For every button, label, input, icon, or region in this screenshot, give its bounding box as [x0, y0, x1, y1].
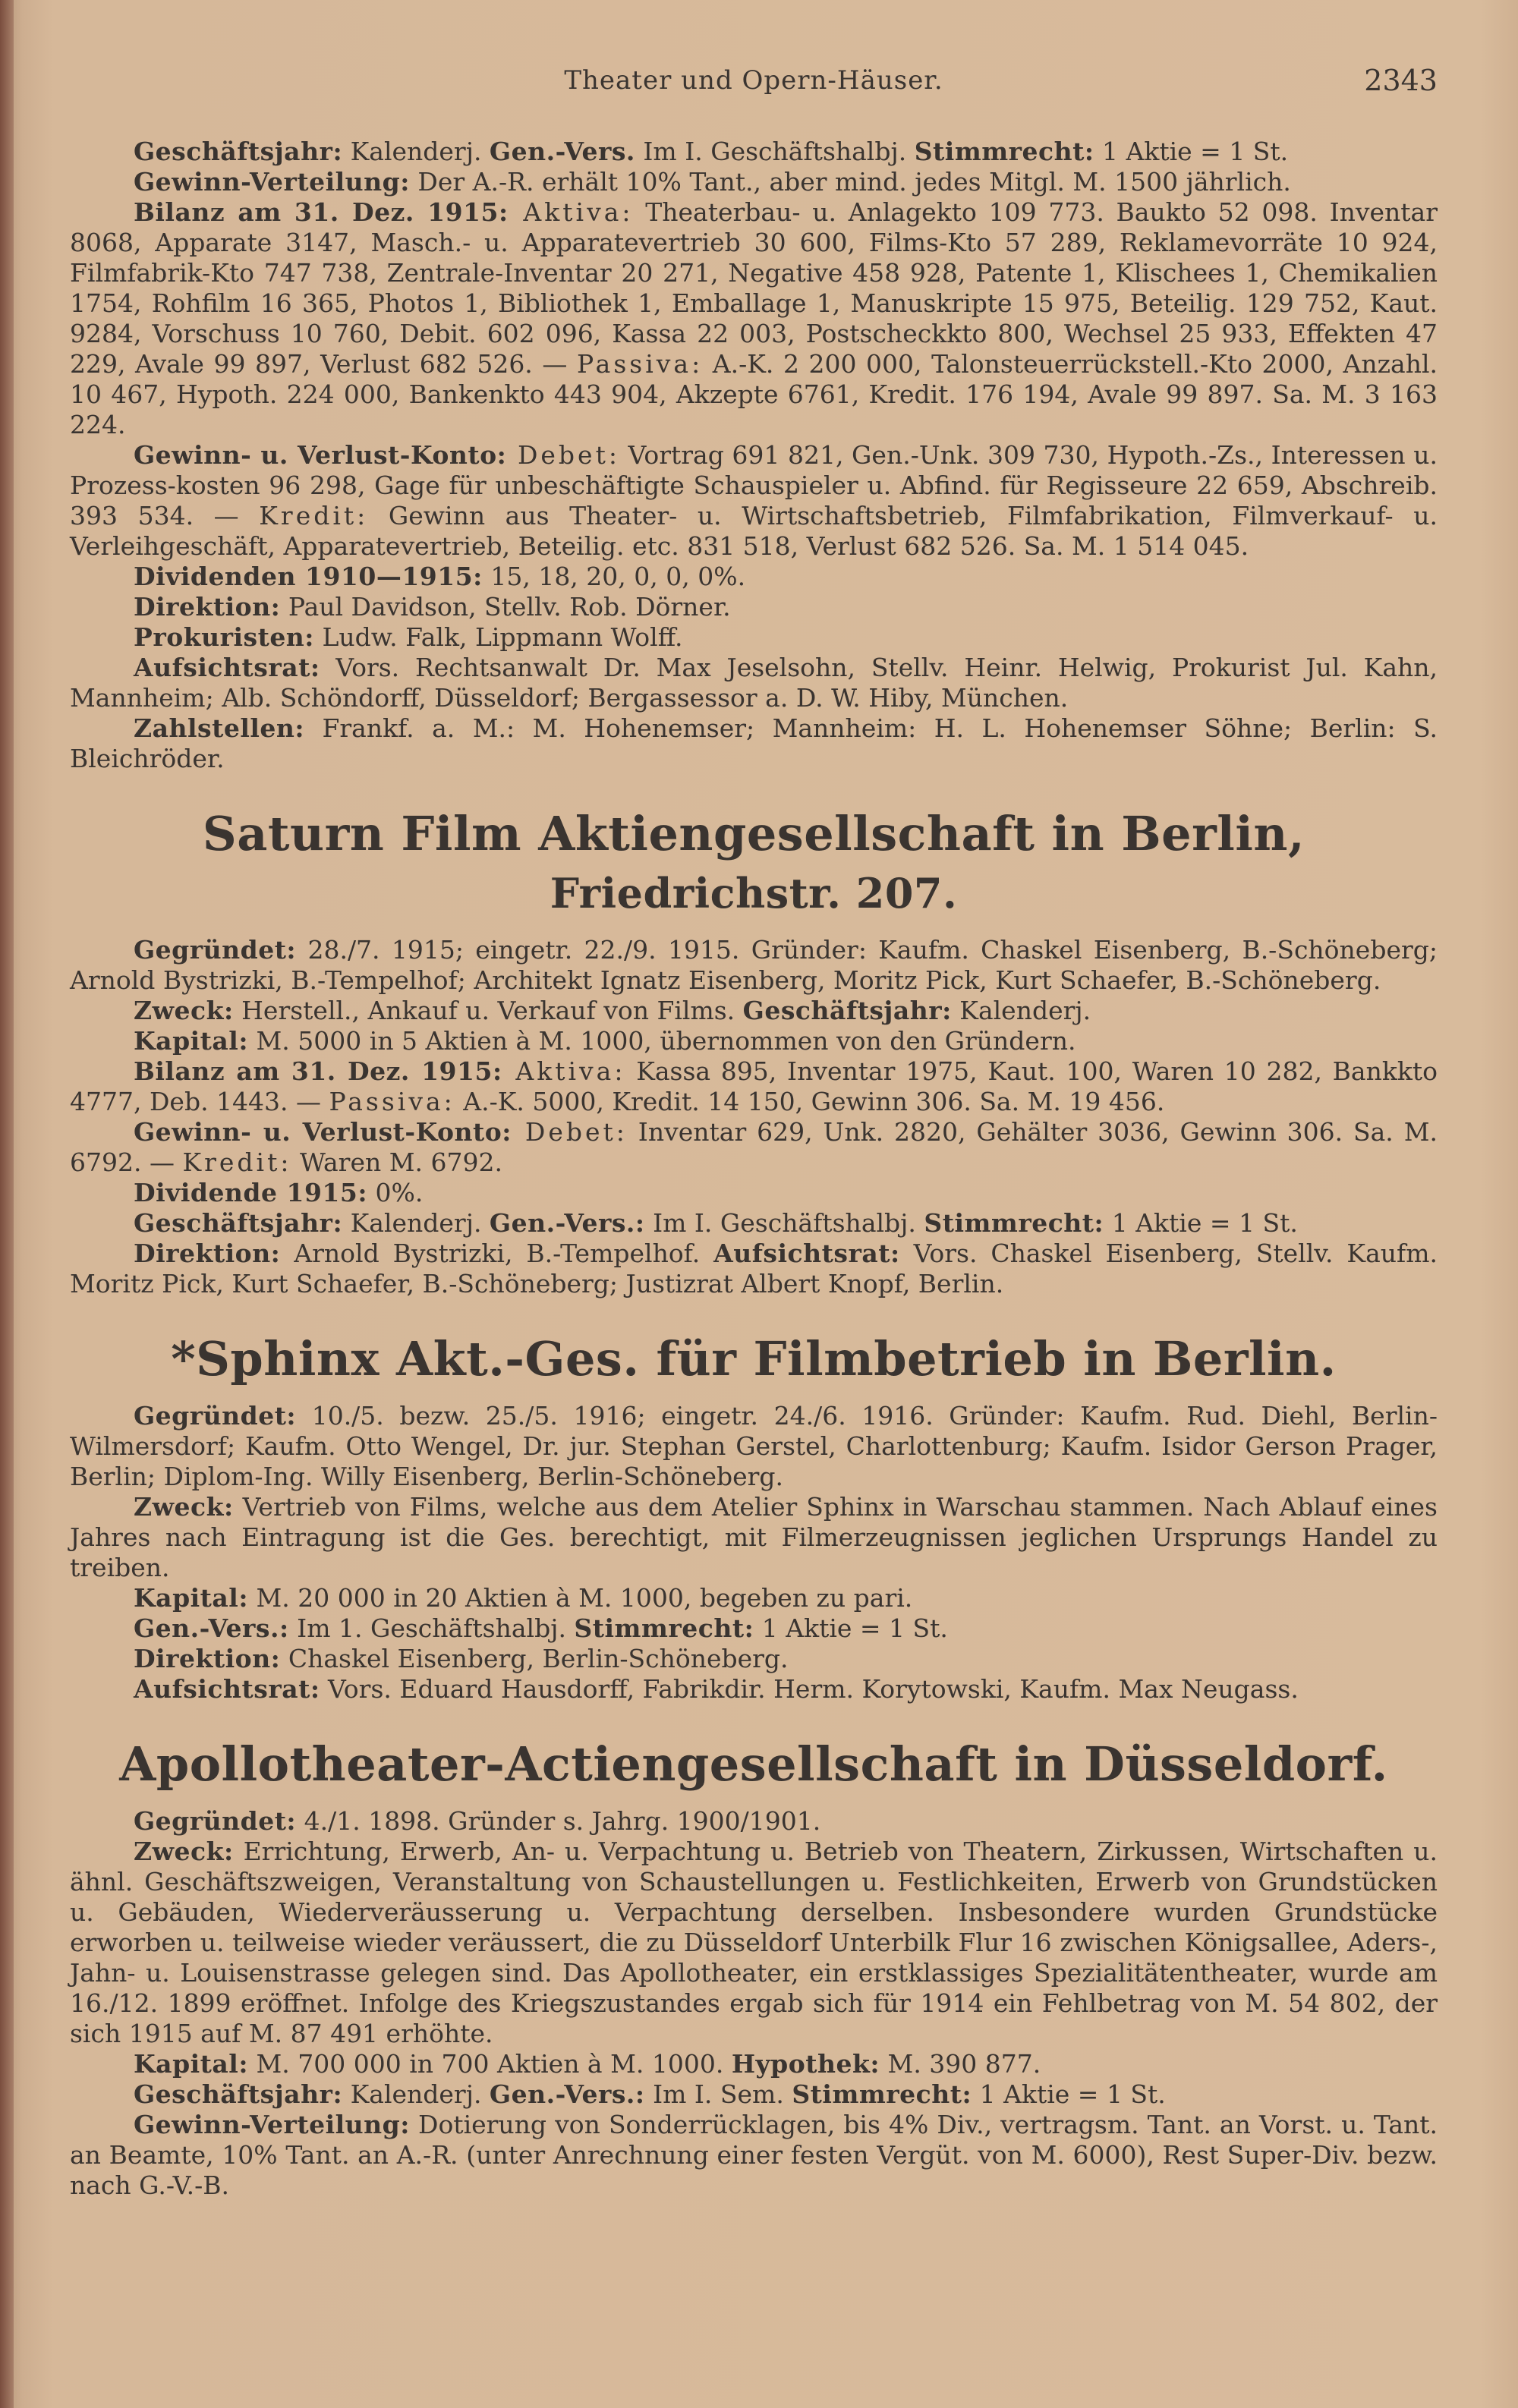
spaced-label: Passiva: — [329, 1087, 455, 1116]
field-label: Gewinn- u. Verlust-Konto: — [134, 1117, 512, 1147]
field-label: Gewinn-Verteilung: — [134, 2110, 410, 2139]
field-text: 1 Aktie = 1 St. — [754, 1613, 948, 1643]
field-label: Kapital: — [134, 2049, 249, 2079]
field-text: 4./1. 1898. Gründer s. Jahrg. 1900/1901. — [296, 1806, 821, 1836]
paragraph — [70, 935, 1438, 996]
paragraph — [70, 2049, 1438, 2079]
paragraph-balance-sheet — [70, 197, 1438, 440]
paragraph — [70, 1806, 1438, 1837]
field-text: 10./5. bezw. 25./5. 1916; eingetr. 24./6. 1916. Gründer: Kaufm. Rud. Diehl, Berlin-Wilmersdorf; Kaufm. Otto Wengel, Dr. jur. Stephan Gerstel, Charlottenburg; Kaufm. Isidor Gerson Prager, Berlin; Diplom-Ing. Willy Eisenberg, Berlin-Schöneberg. — [70, 1401, 1438, 1491]
section-continuation — [70, 137, 1438, 774]
paragraph — [70, 1026, 1438, 1056]
field-text: Chaskel Eisenberg, Berlin-Schöneberg. — [280, 1644, 789, 1673]
section-sphinx — [70, 1331, 1438, 1704]
field-label: Gen.-Vers.: — [489, 1208, 645, 1238]
field-text: 1 Aktie = 1 St. — [972, 2079, 1166, 2109]
field-label: Bilanz am 31. Dez. 1915: — [134, 197, 509, 227]
field-text: Der A.-R. erhält 10% Tant., aber mind. jedes Mitgl. M. 1500 jährlich. — [409, 167, 1291, 197]
field-text: 15, 18, 20, 0, 0, 0%. — [482, 562, 746, 591]
field-label: Zweck: — [134, 1492, 234, 1522]
paragraph — [70, 996, 1438, 1026]
field-text: Paul Davidson, Stellv. Rob. Dörner. — [280, 592, 731, 622]
company-heading: *Sphinx Akt.-Ges. für Filmbetrieb in Berlin. — [171, 1331, 1337, 1387]
paragraph — [70, 1583, 1438, 1613]
field-text: 1 Aktie = 1 St. — [1094, 137, 1289, 166]
field-text: A.-K. 2 200 000, Talonsteuerrückstell.-Kto 2000, Anzahl. 10 467, Hypoth. 224 000, Bankenkto 443 904, Akzepte 6761, Kredit. 176 194, Avale 99 897. Sa. M. 3 163 224. — [70, 349, 1438, 439]
field-label: Aufsichtsrat: — [134, 653, 320, 682]
field-label: Direktion: — [134, 1644, 281, 1673]
field-label: Stimmrecht: — [914, 137, 1094, 166]
field-text: Inventar 629, Unk. 2820, Gehälter 3036, Gewinn 306. Sa. M. 6792. — — [70, 1117, 1438, 1177]
paragraph — [70, 1613, 1438, 1644]
running-title: Theater und Opern-Häuser. — [564, 65, 943, 96]
paragraph-balance-sheet — [70, 1056, 1438, 1117]
field-text: Vors. Chaskel Eisenberg, Stellv. Kaufm. Moritz Pick, Kurt Schaefer, B.-Schöneberg; Justizrat Albert Knopf, Berlin. — [70, 1239, 1438, 1298]
field-label: Geschäftsjahr: — [134, 137, 343, 166]
field-text: Dotierung von Sonderrücklagen, bis 4% Div., vertragsm. Tant. an Vorst. u. Tant. an Beamte, 10% Tant. an A.-R. (unter Anrechnung einer festen Vergüt. von M. 6000), Rest Super-Div. bezw. nach G.-V.-B. — [70, 2110, 1438, 2200]
field-label: Dividende 1915: — [134, 1178, 368, 1207]
field-label: Geschäftsjahr: — [134, 1208, 343, 1238]
field-label: Stimmrecht: — [574, 1613, 754, 1643]
field-label: Direktion: — [134, 592, 281, 622]
field-label: Geschäftsjahr: — [134, 2079, 343, 2109]
paragraph — [70, 653, 1438, 713]
paragraph — [70, 2110, 1438, 2201]
field-label: Zweck: — [134, 996, 234, 1025]
field-text: Waren M. 6792. — [291, 1147, 502, 1177]
field-label: Kapital: — [134, 1583, 249, 1613]
field-label: Gen.-Vers.: — [489, 2079, 645, 2109]
section-apollotheater — [70, 1736, 1438, 2201]
spaced-label: Aktiva: — [502, 1056, 626, 1086]
field-text: Frankf. a. M.: M. Hohenemser; Mannheim: H. L. Hohenemser Söhne; Berlin: S. Bleichröder. — [70, 713, 1438, 773]
field-label: Zweck: — [134, 1837, 234, 1866]
field-label: Gen.-Vers.: — [134, 1613, 289, 1643]
field-text: Kalenderj. — [342, 1208, 490, 1238]
company-heading — [70, 806, 1438, 921]
paragraph — [70, 592, 1438, 622]
field-text: Herstell., Ankauf u. Verkauf von Films. — [233, 996, 743, 1025]
field-text: Kassa 895, Inventar 1975, Kaut. 100, Waren 10 282, Bankkto 4777, Deb. 1443. — — [70, 1056, 1438, 1116]
paragraph — [70, 562, 1438, 592]
company-address: Friedrichstr. 207. — [550, 869, 958, 918]
paragraph — [70, 1644, 1438, 1674]
paragraph — [70, 137, 1438, 167]
paragraph — [70, 167, 1438, 197]
spaced-label: Kredit: — [182, 1147, 292, 1177]
field-text: Errichtung, Erwerb, An- u. Verpachtung u. Betrieb von Theatern, Zirkussen, Wirtschaften u. ähnl. Geschäftszweigen, Veranstaltung von Schaustellungen u. Festlichkeiten, Erwerb von Grundstücken u. Gebäuden, Wiederveräusserung u. Verpachtung derselben. Insbesondere wurden Grundstücke erworben u. teilweise wieder veräussert, die zu Düsseldorf Unterbilk Flur 16 zwischen Königsallee, Aders-, Jahn- u. Louisenstrasse gelegen sind. Das Apollotheater, ein erstklassiges Spezialitätentheater, wurde am 16./12. 1899 eröffnet. Infolge des Kriegszustandes ergab sich für 1914 ein Fehlbetrag von M. 54 802, der sich 1915 auf M. 87 491 erhöhte. — [70, 1837, 1438, 2048]
field-label: Dividenden 1910—1915: — [134, 562, 483, 591]
field-text: M. 20 000 in 20 Aktien à M. 1000, begeben zu pari. — [248, 1583, 913, 1613]
field-label: Gewinn- u. Verlust-Konto: — [134, 440, 507, 470]
field-label: Zahlstellen: — [134, 713, 305, 743]
spaced-label: Aktiva: — [508, 197, 634, 227]
field-text: Vors. Rechtsanwalt Dr. Max Jeselsohn, Stellv. Heinr. Helwig, Prokurist Jul. Kahn, Mannheim; Alb. Schöndorff, Düsseldorf; Bergassessor a. D. W. Hiby, München. — [70, 653, 1438, 713]
field-label: Prokuristen: — [134, 622, 314, 652]
paragraph — [70, 1492, 1438, 1583]
spaced-label: Passiva: — [576, 349, 704, 379]
field-text: 0%. — [367, 1178, 424, 1207]
field-text: 1 Aktie = 1 St. — [1104, 1208, 1298, 1238]
field-label: Bilanz am 31. Dez. 1915: — [134, 1056, 502, 1086]
paragraph-profit-loss — [70, 1117, 1438, 1178]
field-label: Kapital: — [134, 1026, 249, 1056]
paragraph — [70, 1837, 1438, 2049]
field-text: Gewinn aus Theater- u. Wirtschaftsbetrieb, Filmfabrikation, Filmverkauf- u. Verleihgeschäft, Apparatevertrieb, Beteilig. etc. 831 518, Verlust 682 526. Sa. M. 1 514 045. — [70, 501, 1438, 561]
paragraph — [70, 1674, 1438, 1704]
paragraph — [70, 1178, 1438, 1208]
paragraph — [70, 1239, 1438, 1299]
field-label: Geschäftsjahr: — [742, 996, 952, 1025]
spaced-label: Debet: — [511, 1117, 628, 1147]
company-name: Saturn Film Aktiengesellschaft in Berlin, — [202, 806, 1305, 861]
field-label: Gegründet: — [134, 935, 297, 965]
paragraph — [70, 1208, 1438, 1239]
field-label: Gegründet: — [134, 1401, 297, 1431]
field-text: Arnold Bystrizki, B.-Tempelhof. — [280, 1239, 714, 1268]
paragraph — [70, 2079, 1438, 2110]
spaced-label: Kredit: — [259, 501, 369, 530]
paragraph-profit-loss — [70, 440, 1438, 562]
field-text: Kalenderj. — [342, 137, 490, 166]
field-text: Im I. Geschäftshalbj. — [644, 1208, 924, 1238]
field-text: M. 390 877. — [880, 2049, 1041, 2079]
page-content — [70, 137, 1438, 2201]
page-number: 2343 — [1364, 64, 1438, 97]
field-label: Gegründet: — [134, 1806, 297, 1836]
paragraph — [70, 1401, 1438, 1492]
field-text: Kalenderj. — [951, 996, 1091, 1025]
page-binding-edge — [0, 0, 14, 2408]
field-label: Direktion: — [134, 1239, 281, 1268]
field-label: Hypothek: — [731, 2049, 880, 2079]
spaced-label: Debet: — [506, 440, 620, 470]
field-text: M. 700 000 in 700 Aktien à M. 1000. — [248, 2049, 732, 2079]
field-text: Im I. Sem. — [644, 2079, 792, 2109]
field-text: 28./7. 1915; eingetr. 22./9. 1915. Gründer: Kaufm. Chaskel Eisenberg, B.-Schöneberg; Arnold Bystrizki, B.-Tempelhof; Architekt Ignatz Eisenberg, Moritz Pick, Kurt Schaefer, B.-Schöneberg. — [70, 935, 1438, 995]
field-text: Vertrieb von Films, welche aus dem Atelier Sphinx in Warschau stammen. Nach Ablauf eines Jahres nach Eintragung ist die Ges. berechtigt, mit Filmerzeugnissen jeglichen Ursprungs Handel zu treiben. — [70, 1492, 1438, 1582]
field-text: Vors. Eduard Hausdorff, Fabrikdir. Herm. Korytowski, Kaufm. Max Neugass. — [320, 1674, 1299, 1704]
field-text: Theaterbau- u. Anlagekto 109 773. Baukto 52 098. Inventar 8068, Apparate 3147, Masch.- u. Apparatevertrieb 30 600, Films-Kto 57 289, Reklamevorräte 10 924, Filmfabrik-Kto 747 738, Zentrale-Inventar 20 271, Negative 458 928, Patente 1, Klischees 1, Chemikalien 1754, Rohfilm 16 365, Photos 1, Bibliothek 1, Emballage 1, Manuskripte 15 975, Beteilig. 129 752, Kaut. 9284, Vorschuss 10 760, Debit. 602 096, Kassa 22 003, Postscheckkto 800, Wechsel 25 933, Effekten 47 229, Avale 99 897, Verlust 682 526. — — [70, 197, 1438, 379]
field-label: Stimmrecht: — [924, 1208, 1104, 1238]
field-text: Im I. Geschäftshalbj. — [635, 137, 915, 166]
paragraph — [70, 713, 1438, 774]
company-heading: Apollotheater-Actiengesellschaft in Düsseldorf. — [119, 1736, 1388, 1792]
page-header — [70, 61, 1438, 106]
paragraph — [70, 622, 1438, 653]
field-text: Vortrag 691 821, Gen.-Unk. 309 730, Hypoth.-Zs., Interessen u. Prozess-kosten 96 298, Gage für unbeschäftigte Schauspieler u. Abfind. für Regisseure 22 659, Abschreib. 393 534. — — [70, 440, 1438, 530]
field-label: Aufsichtsrat: — [713, 1239, 900, 1268]
field-text: Kalenderj. — [342, 2079, 490, 2109]
field-text: Ludw. Falk, Lippmann Wolff. — [313, 622, 683, 652]
field-text: M. 5000 in 5 Aktien à M. 1000, übernommen von den Gründern. — [248, 1026, 1076, 1056]
field-text: Im 1. Geschäftshalbj. — [288, 1613, 575, 1643]
field-label: Gen.-Vers. — [489, 137, 635, 166]
field-label: Aufsichtsrat: — [134, 1674, 320, 1704]
section-saturn-film — [70, 806, 1438, 1299]
field-label: Gewinn-Verteilung: — [134, 167, 410, 197]
field-label: Stimmrecht: — [792, 2079, 972, 2109]
field-text: A.-K. 5000, Kredit. 14 150, Gewinn 306. Sa. M. 19 456. — [455, 1087, 1165, 1116]
